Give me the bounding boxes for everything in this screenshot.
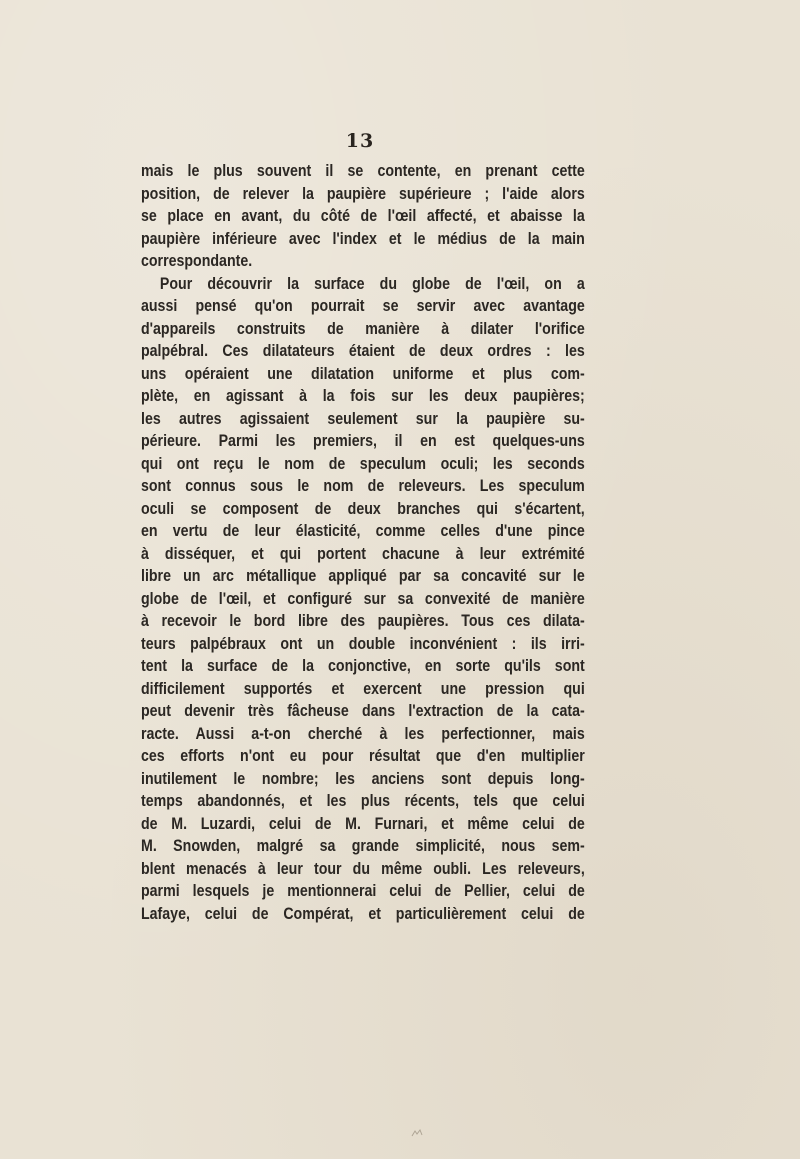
paper-speck (410, 1128, 424, 1138)
text-line: temps abandonnés, et les plus récents, tels que celui (141, 792, 585, 810)
text-line: périeure. Parmi les premiers, il en est quelques-uns (141, 432, 585, 450)
text-line: uns opéraient une dilatation uniforme et plus com- (141, 364, 585, 383)
text-line: aussi pensé qu'on pourrait se servir avec avantage (141, 297, 585, 315)
text-line: sont connus sous le nom de releveurs. Les speculum (141, 477, 585, 495)
text-line: inutilement le nombre; les anciens sont depuis long- (141, 769, 585, 788)
text-line: de M. Luzardi, celui de M. Furnari, et même celui de (141, 814, 585, 833)
text-line: à disséquer, et qui portent chacune à leur extrémité (141, 544, 585, 563)
text-line: M. Snowden, malgré sa grande simplicité, nous sem- (141, 837, 585, 855)
text-line: racte. Aussi a-t-on cherché à les perfectionner, mais (141, 724, 585, 743)
text-line: globe de l'œil, et configuré sur sa convexité de manière (141, 589, 585, 608)
text-line: qui ont reçu le nom de speculum oculi; les seconds (141, 454, 585, 473)
text-line: à recevoir le bord libre des paupières. Tous ces dilata- (141, 612, 585, 630)
text-line: paupière inférieure avec l'index et le médius de la main (141, 229, 585, 248)
text-line: palpébral. Ces dilatateurs étaient de deux ordres : les (141, 342, 585, 360)
text-line: se place en avant, du côté de l'œil affecté, et abaisse la (141, 207, 585, 225)
text-line: blent menacés à leur tour du même oubli. Les releveurs, (141, 859, 585, 878)
page-number: 13 (345, 130, 375, 152)
text-line: libre un arc métallique appliqué par sa concavité sur le (141, 567, 585, 585)
text-line: parmi lesquels je mentionnerai celui de Pellier, celui de (141, 882, 585, 900)
text-line: peut devenir très fâcheuse dans l'extraction de la cata- (141, 702, 585, 720)
text-line: Pour découvrir la surface du globe de l'œil, on a (159, 274, 585, 293)
text-line: mais le plus souvent il se contente, en prenant cette (141, 162, 585, 180)
body-text (141, 160, 585, 925)
text-line: oculi se composent de deux branches qui s'écartent, (141, 499, 585, 518)
text-line: plète, en agissant à la fois sur les deux paupières; (141, 387, 585, 405)
text-line: Lafaye, celui de Compérat, et particulièrement celui de (141, 904, 585, 923)
text-line: difficilement supportés et exercent une pression qui (141, 679, 585, 698)
text-line: ces efforts n'ont eu pour résultat que d'en multiplier (141, 747, 585, 765)
text-line: teurs palpébraux ont un double inconvénient : ils irri- (141, 634, 585, 653)
text-line: d'appareils construits de manière à dilater l'orifice (141, 319, 585, 338)
text-line: tent la surface de la conjonctive, en sorte qu'ils sont (141, 657, 585, 675)
text-line: correspondante. (141, 252, 253, 270)
text-line: les autres agissaient seulement sur la paupière su- (141, 409, 585, 428)
text-line: position, de relever la paupière supérieure ; l'aide alors (141, 184, 585, 203)
text-line: en vertu de leur élasticité, comme celles d'une pince (141, 522, 585, 540)
